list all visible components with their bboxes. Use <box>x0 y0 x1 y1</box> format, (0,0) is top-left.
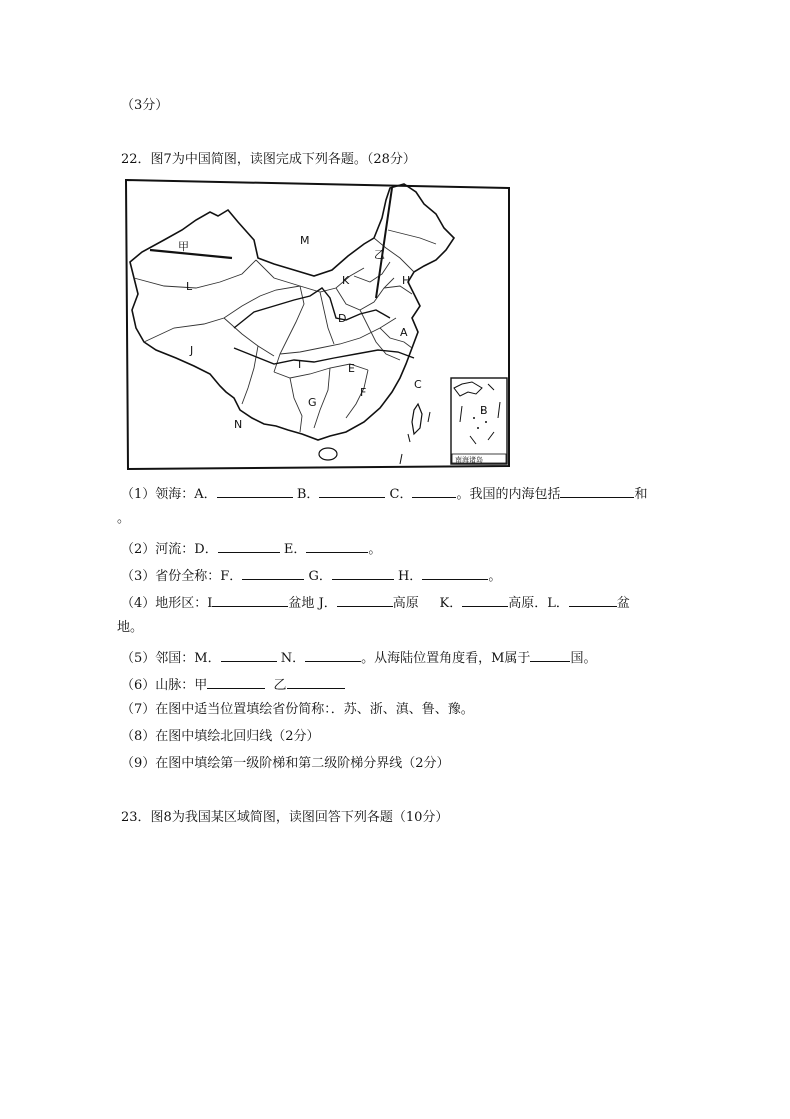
blank-yi[interactable] <box>287 675 345 689</box>
blank-E[interactable] <box>306 539 368 553</box>
map-label-J: J <box>190 344 194 357</box>
map-label-K: K <box>342 274 350 287</box>
map-label-M: M <box>300 234 310 247</box>
map-label-A: A <box>400 326 408 339</box>
map-label-G: G <box>308 396 317 409</box>
blank-C[interactable] <box>412 484 456 498</box>
blank-L[interactable] <box>569 593 617 607</box>
q22-item-1-end: 。 <box>117 511 131 526</box>
question-22-title: 22．图7为中国简图，读图完成下列各题。（28分） <box>121 152 416 167</box>
q22-item-1: （1）领海：A． B． C． 。我国的内海包括 和 <box>121 484 648 503</box>
blank-B[interactable] <box>319 484 385 498</box>
blank-inland-sea-1[interactable] <box>560 484 634 498</box>
q22-item-3: （3）省份全称：F． G． H． 。 <box>121 566 501 585</box>
q22-item-8: （8）在图中填绘北回归线（2分） <box>121 729 320 744</box>
q22-item-7: （7）在图中适当位置填绘省份简称：．苏、浙、滇、鲁、豫。 <box>121 702 474 717</box>
q22-item-6: （6）山脉：甲 乙 <box>121 675 345 694</box>
blank-F[interactable] <box>242 566 304 580</box>
blank-N[interactable] <box>305 648 361 662</box>
map-label-N: N <box>234 418 243 431</box>
map-label-F: F <box>360 386 367 399</box>
map-label-E: E <box>348 362 355 375</box>
map-label-D: D <box>338 312 347 325</box>
south-sea-inset <box>451 378 507 464</box>
q22-item-2: （2）河流：D． E． 。 <box>121 539 381 558</box>
map-label-L: L <box>186 280 193 293</box>
china-map <box>124 178 514 472</box>
map-label-jia: 甲 <box>178 240 189 253</box>
q22-item-4: （4）地形区：I 盆地 J． 高原 K． 高原．L． 盆 <box>121 593 630 612</box>
blank-G[interactable] <box>332 566 394 580</box>
inset-label: 南海诸岛 <box>455 456 483 464</box>
blank-H[interactable] <box>422 566 488 580</box>
blank-D[interactable] <box>218 539 280 553</box>
question-23-title: 23．图8为我国某区域简图，读图回答下列各题（10分） <box>121 810 449 825</box>
blank-K[interactable] <box>462 593 508 607</box>
map-label-C: C <box>414 378 422 391</box>
q22-item-4-end: 地。 <box>117 620 144 635</box>
blank-A[interactable] <box>217 484 293 498</box>
q22-item-9: （9）在图中填绘第一级阶梯和第二级阶梯分界线（2分） <box>121 756 450 771</box>
blank-I[interactable] <box>212 593 288 607</box>
map-label-H: H <box>402 274 411 287</box>
map-label-I: I <box>298 358 302 371</box>
blank-M-type[interactable] <box>530 648 570 662</box>
blank-M[interactable] <box>221 648 277 662</box>
blank-J[interactable] <box>337 593 393 607</box>
blank-jia[interactable] <box>207 675 265 689</box>
map-label-B: B <box>480 404 488 417</box>
previous-question-points: （3分） <box>121 98 169 113</box>
map-label-yi: 乙 <box>374 248 385 261</box>
q22-item-5: （5）邻国：M． N． 。从海陆位置角度看，M属于 国。 <box>121 648 596 667</box>
